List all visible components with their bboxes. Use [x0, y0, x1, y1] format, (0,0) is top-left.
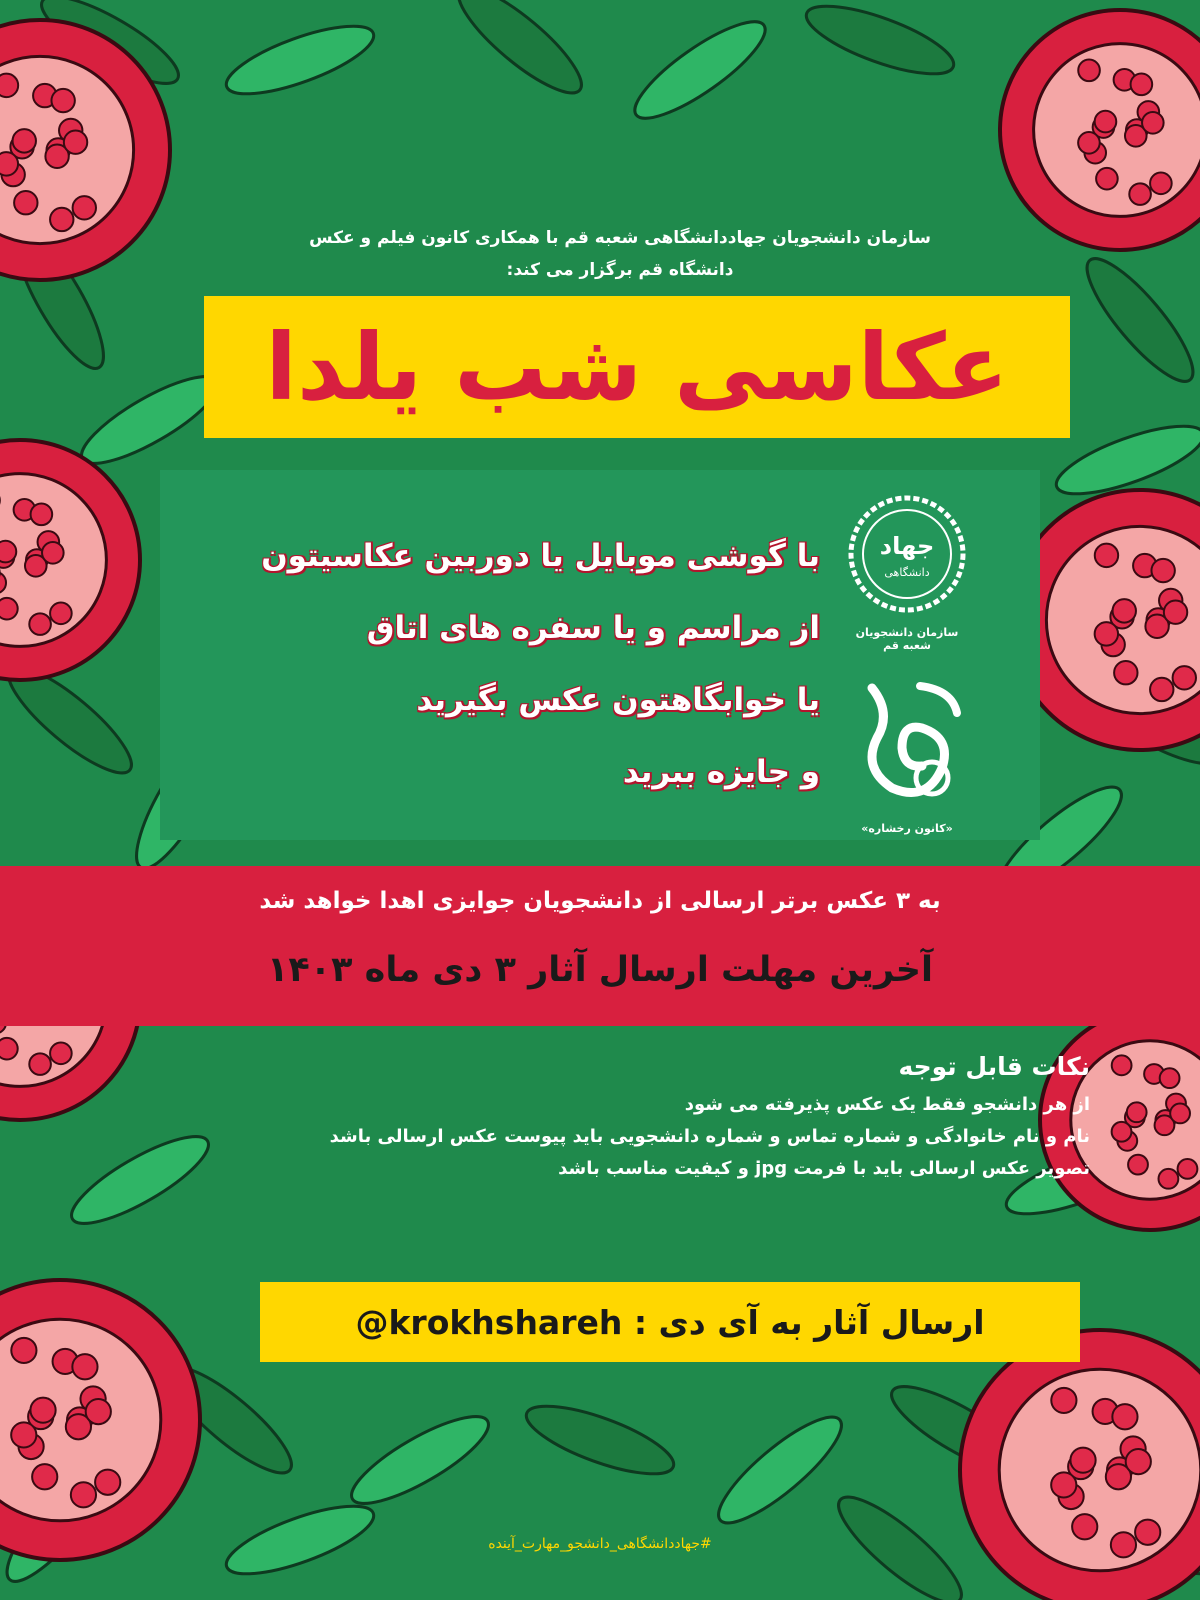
rokhshareh-caption: «کانون رخشاره» — [861, 822, 953, 835]
main-message — [230, 520, 820, 808]
notes-item: تصویر عکس ارسالی باید با فرمت jpg و کیفیت مناسب باشد — [558, 1158, 1090, 1179]
intro-line-2: دانشگاه قم برگزار می کند: — [506, 260, 734, 280]
main-line-3: یا خوابگاهتون عکس بگیرید — [416, 682, 820, 718]
pomegranate-shape — [0, 440, 140, 680]
notes-item: نام و نام خانوادگی و شماره تماس و شماره دانشجویی باید پیوست عکس ارسالی باشد — [329, 1126, 1090, 1147]
pomegranate-shape — [1000, 10, 1200, 250]
prize-text: به ۳ عکس برتر ارسالی از دانشجویان جوایزی اهدا خواهد شد — [259, 888, 941, 914]
leaf-shape — [1073, 246, 1200, 394]
jahad-caption-2: شعبه قم — [883, 639, 931, 652]
logos-column — [832, 492, 982, 852]
leaf-shape — [61, 1122, 218, 1238]
event-title: عکاسی شب یلدا — [265, 313, 1009, 421]
jahad-caption-1: سازمان دانشجویان — [855, 626, 959, 639]
leaf-shape — [799, 0, 961, 87]
submit-band — [260, 1282, 1080, 1362]
submit-id-text: ارسال آثار به آی دی : krokhshareh@ — [355, 1302, 985, 1342]
rokhshareh-logo — [832, 668, 982, 818]
title-band — [204, 296, 1070, 438]
main-line-2: از مراسم و یا سفره های اتاق — [366, 610, 820, 646]
notes-title: نکات قابل توجه — [898, 1052, 1090, 1081]
leaf-shape — [341, 1402, 498, 1518]
notes-item: از هر دانشجو فقط یک عکس پذیرفته می شود — [684, 1094, 1090, 1115]
notes-section — [230, 1052, 1090, 1185]
deadline-text: آخرین مهلت ارسال آثار ۳ دی ماه ۱۴۰۳ — [267, 950, 933, 990]
hashtag: #جهاددانشگاهی_دانشجو_مهارت_آینده — [488, 1536, 712, 1552]
pomegranate-shape — [0, 1280, 200, 1560]
leaf-shape — [219, 13, 381, 108]
leaf-shape — [706, 1403, 854, 1537]
leaf-shape — [519, 1393, 681, 1488]
jahad-logo — [832, 492, 982, 622]
organizer-intro — [260, 222, 980, 286]
main-line-1: با گوشی موبایل یا دوربین عکاسیتون — [261, 538, 820, 574]
intro-line-1: سازمان دانشجویان جهاددانشگاهی شعبه قم با همکاری کانون فیلم و عکس — [309, 228, 931, 248]
main-line-4: و جایزه ببرید — [622, 754, 820, 790]
leaf-shape — [446, 0, 594, 107]
jahad-logo-label: جهاد — [879, 532, 935, 560]
jahad-logo-sub: دانشگاهی — [884, 566, 930, 579]
pomegranate-shape — [960, 1330, 1200, 1600]
leaf-shape — [623, 7, 776, 133]
